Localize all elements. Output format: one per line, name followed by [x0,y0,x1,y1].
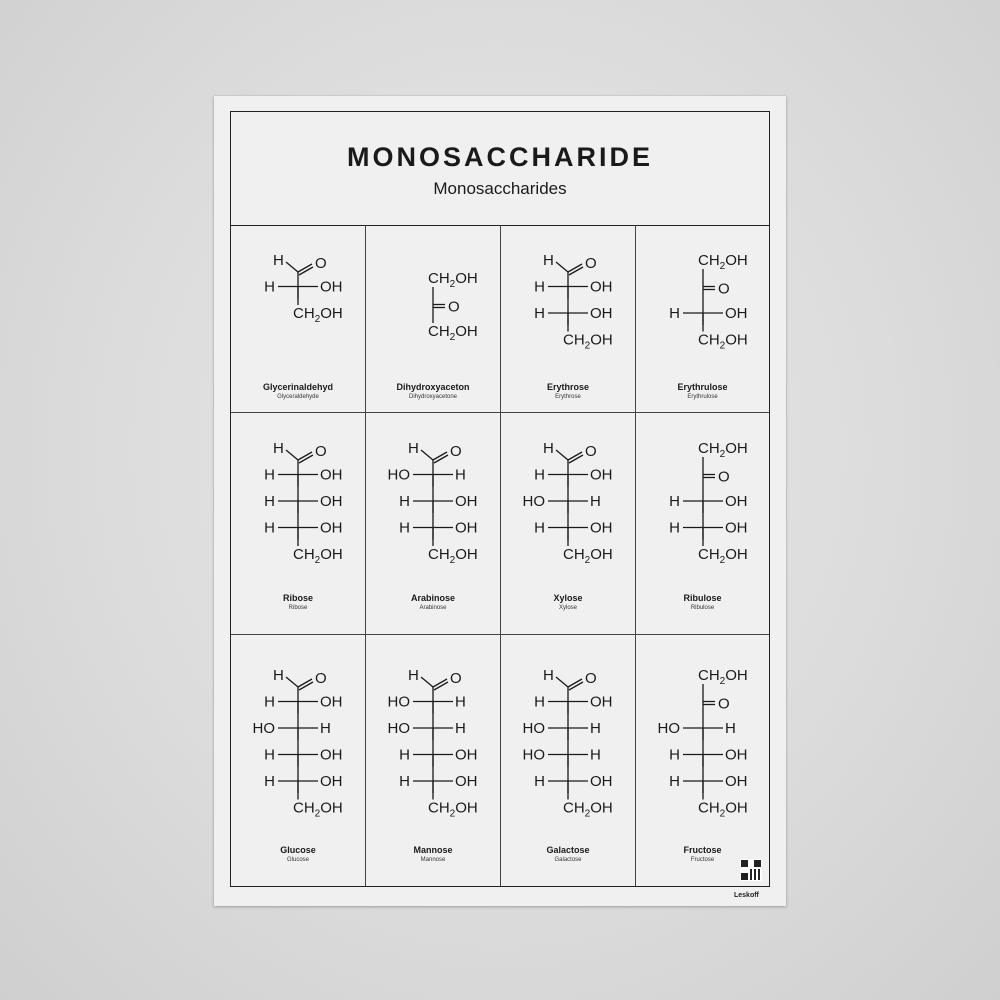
substituent-h: H [534,466,545,484]
substituent-h: H [669,773,680,790]
carbonyl-bond [433,679,447,687]
sugar-card [366,225,501,413]
carbonyl-o: O [585,443,597,460]
substituent-ho: HO [387,720,410,737]
ch2oh-bottom: $CH_2OH$ [563,331,613,352]
substituent-h: H [669,493,680,510]
ch2oh-bottom: $CH_2OH$ [428,323,478,343]
carbonyl-bond [298,452,312,460]
substituent-ho: HO [387,466,410,484]
substituent-h: H [264,466,275,484]
sugar-card [501,225,636,413]
aldehyde-bond [421,677,433,687]
ch2oh-top: $CH_2OH$ [698,440,748,460]
sugar-name: Dihydroxyaceton [396,382,470,392]
substituent-h: H [264,746,275,764]
ch2oh-bottom: $CH_2OH$ [428,799,478,820]
aldehyde-bond [556,677,568,687]
substituent-ho: HO [657,720,680,737]
sugar-latin-name: Erythrose [555,394,581,400]
substituent-h: H [264,693,275,711]
sugar-latin-name: Glyceraldehyde [277,394,319,400]
substituent-oh: OH [590,278,613,296]
carbonyl-bond [299,267,313,275]
sugar-name: Glycerinaldehyd [262,382,334,392]
sugar-latin-name: Xylose [558,605,577,611]
sugar-name: Xylose [553,593,583,603]
sugar-card [636,225,769,413]
substituent-oh: OH [320,519,343,537]
aldehyde-h: H [273,252,284,269]
substituent-h: H [534,519,545,537]
substituent-h: H [534,278,545,296]
ch2oh-top: $CH_2OH$ [698,667,748,687]
substituent-h: H [590,746,601,764]
substituent-h: H [669,519,680,537]
carbonyl-o: O [448,298,460,316]
sugar-card [636,413,769,635]
substituent-oh: OH [725,773,748,790]
substituent-oh: OH [455,746,478,764]
sugar-latin-name: Erythrulose [687,394,718,400]
carbonyl-bond [568,679,582,687]
poster [214,96,786,906]
aldehyde-bond [556,262,568,272]
substituent-h: H [455,720,466,737]
substituent-oh: OH [725,519,748,537]
substituent-h: H [399,746,410,764]
substituent-oh: OH [320,466,343,484]
ch2oh-bottom: $CH_2OH$ [428,546,478,566]
substituent-h: H [669,746,680,764]
aldehyde-bond [421,450,433,460]
aldehyde-h: H [543,667,554,684]
carbonyl-o: O [718,280,730,298]
carbonyl-bond [299,455,313,463]
substituent-h: H [590,493,601,510]
substituent-h: H [534,773,545,790]
sugar-name: Erythrose [546,382,590,392]
substituent-oh: OH [590,466,613,484]
sugar-card [231,635,366,886]
aldehyde-h: H [273,667,284,684]
substituent-oh: OH [455,773,478,790]
substituent-h: H [399,773,410,790]
aldehyde-h: H [408,667,419,684]
substituent-oh: OH [320,746,343,764]
ch2oh-bottom: $CH_2OH$ [698,799,748,820]
aldehyde-bond [286,262,298,272]
substituent-ho: HO [522,493,545,510]
poster-subtitle: Monosaccharides [433,179,567,198]
aldehyde-bond [556,450,568,460]
substituent-ho: HO [522,720,545,737]
substituent-oh: OH [725,305,748,322]
brand-label: Leskoff [734,892,759,899]
substituent-oh: OH [320,693,343,711]
ch2oh-top: $CH_2OH$ [428,270,478,290]
aldehyde-h: H [543,440,554,457]
aldehyde-bond [286,450,298,460]
substituent-oh: OH [455,519,478,537]
carbonyl-o: O [315,255,327,272]
carbonyl-o: O [450,670,462,687]
poster-header [231,112,769,226]
sugar-latin-name: Ribulose [690,605,715,611]
carbonyl-bond [569,267,583,275]
carbonyl-bond [298,264,312,272]
poster-title: MONOSACCHARIDE [346,142,653,172]
substituent-h: H [455,693,466,711]
substituent-h: H [264,773,275,790]
carbonyl-bond [298,679,312,687]
carbonyl-bond [569,682,583,690]
carbonyl-o: O [315,670,327,687]
substituent-ho: HO [252,720,275,737]
sugar-card [636,635,769,886]
sugar-card [231,225,366,413]
aldehyde-h: H [408,440,419,457]
substituent-h: H [320,720,331,737]
ch2oh-bottom: $CH_2OH$ [563,799,613,820]
sugar-latin-name: Fructose [690,857,715,863]
carbonyl-bond [434,682,448,690]
substituent-oh: OH [455,493,478,510]
ch2oh-top: $CH_2OH$ [698,252,748,272]
carbonyl-o: O [718,468,730,486]
substituent-h: H [725,720,736,737]
sugar-latin-name: Mannose [420,857,446,863]
ch2oh-bottom: $CH_2OH$ [293,799,343,820]
sugar-name: Ribose [282,593,313,603]
sugar-name: Mannose [413,845,453,855]
carbonyl-bond [568,452,582,460]
sugar-card [366,413,501,635]
sugar-latin-name: Glucose [286,857,309,863]
sugar-latin-name: Dihydroxyacetone [408,394,458,400]
substituent-h: H [590,720,601,737]
substituent-h: H [669,305,680,322]
carbonyl-bond [433,452,447,460]
substituent-oh: OH [320,773,343,790]
sugar-grid [231,225,769,886]
carbonyl-bond [568,264,582,272]
substituent-h: H [264,519,275,537]
carbonyl-o: O [585,255,597,272]
sugar-latin-name: Arabinose [419,605,447,611]
sugar-name: Fructose [683,845,722,855]
ch2oh-bottom: $CH_2OH$ [698,331,748,352]
substituent-oh: OH [590,519,613,537]
sugar-name: Galactose [546,845,590,855]
substituent-h: H [534,693,545,711]
ch2oh-bottom: $CH_2OH$ [293,305,343,325]
substituent-h: H [399,519,410,537]
sugar-name: Erythrulose [677,382,728,392]
substituent-oh: OH [590,773,613,790]
substituent-oh: OH [725,746,748,764]
carbonyl-bond [434,455,448,463]
sugar-card [366,635,501,886]
substituent-ho: HO [522,746,545,764]
ch2oh-bottom: $CH_2OH$ [293,546,343,566]
substituent-oh: OH [590,693,613,711]
substituent-h: H [264,493,275,510]
ch2oh-bottom: $CH_2OH$ [563,546,613,566]
carbonyl-o: O [450,443,462,460]
substituent-h: H [399,493,410,510]
poster-frame [230,111,770,887]
sugar-card [231,413,366,635]
substituent-oh: OH [590,305,613,322]
substituent-oh: OH [320,493,343,510]
sugar-card [501,413,636,635]
ch2oh-bottom: $CH_2OH$ [698,546,748,566]
substituent-h: H [264,278,275,296]
qr-code-icon [741,860,761,880]
sugar-name: Arabinose [410,593,455,603]
carbonyl-bond [299,682,313,690]
aldehyde-h: H [543,252,554,269]
substituent-oh: OH [725,493,748,510]
aldehyde-bond [286,677,298,687]
sugar-latin-name: Galactose [554,857,582,863]
sugar-name: Ribulose [683,593,722,603]
substituent-h: H [534,305,545,322]
carbonyl-o: O [585,670,597,687]
sugar-card [501,635,636,886]
sugar-latin-name: Ribose [288,605,308,611]
substituent-oh: OH [320,278,343,296]
substituent-h: H [455,466,466,484]
aldehyde-h: H [273,440,284,457]
carbonyl-o: O [718,695,730,713]
substituent-ho: HO [387,693,410,711]
carbonyl-bond [569,455,583,463]
carbonyl-o: O [315,443,327,460]
sugar-name: Glucose [280,845,316,855]
